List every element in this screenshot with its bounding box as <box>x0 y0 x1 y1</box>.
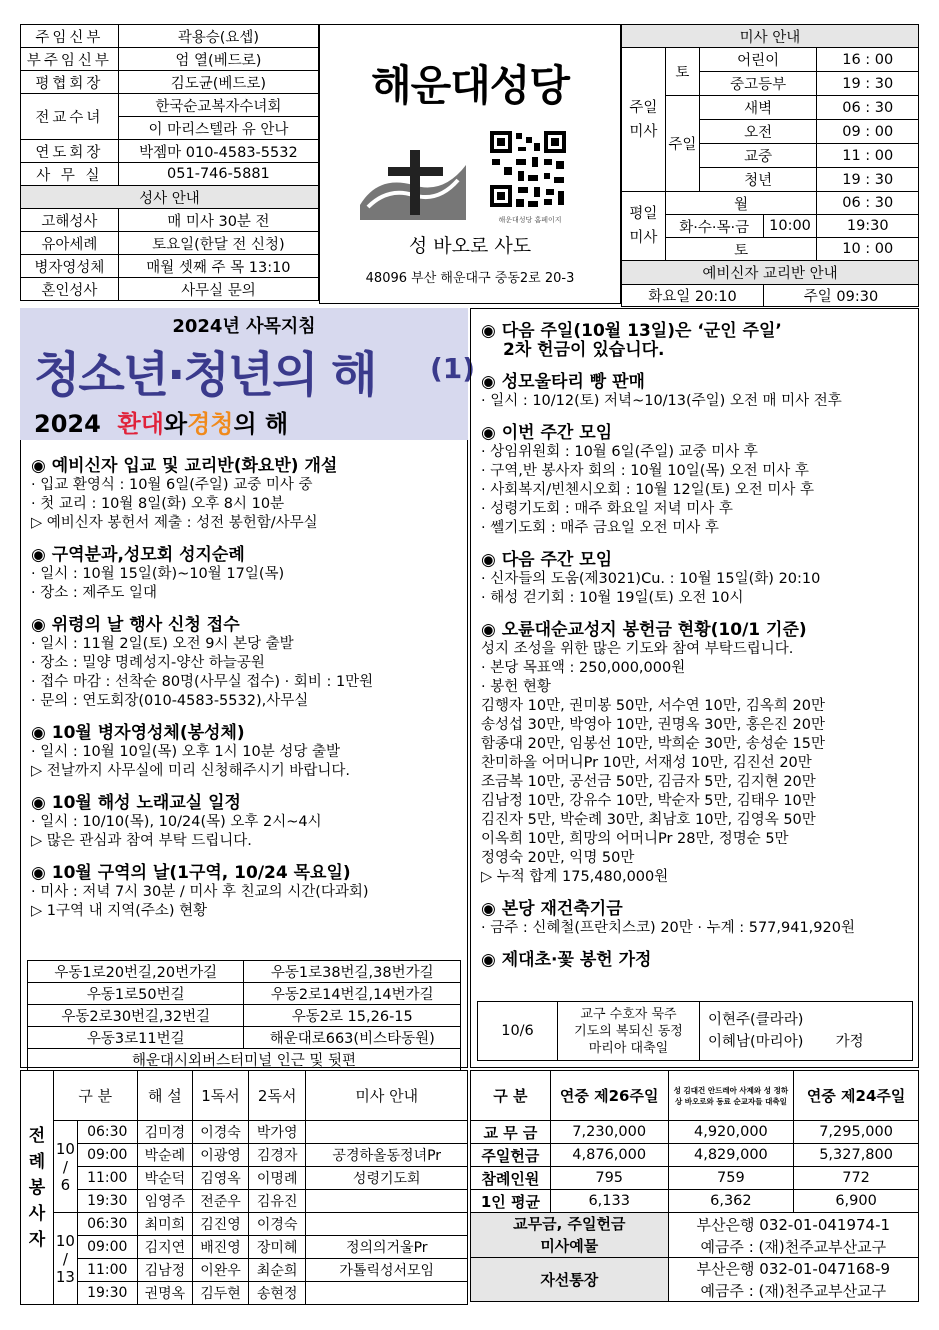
church-title: 해운대성당 <box>371 61 569 110</box>
servers-cell: 김경자 <box>248 1144 306 1167</box>
district-cell: 우동3로11번길 <box>28 1027 244 1049</box>
servers-cell: 송현정 <box>248 1282 306 1305</box>
mass-kind: 새벽 <box>699 96 817 120</box>
notice-line: 정영숙 20만, 익명 50만 <box>481 850 635 866</box>
finance-cell: 759 <box>668 1167 794 1190</box>
sacrament-title: 성사 안내 <box>21 186 319 209</box>
servers-cell: 김영옥 <box>193 1167 249 1190</box>
notice-line: · 사회복지/빈첸시오회 : 10월 12일(토) 오전 미사 후 <box>481 482 814 498</box>
mass-kind: 월 <box>665 192 817 215</box>
info-value: 엄 열(베드로) <box>118 48 318 71</box>
notice-line: · 미사 : 저녁 7시 30분 / 미사 후 친교의 시간(다과회) <box>31 884 369 900</box>
finance-cell: 795 <box>550 1167 668 1190</box>
notice-line: 이옥희 10만, 희망의 어머니Pr 28만, 정명순 5만 <box>481 831 789 847</box>
servers-cell: 이경숙 <box>193 1121 249 1144</box>
qr-code-icon <box>488 129 568 209</box>
catechumen-sun: 주일 09:30 <box>764 285 919 307</box>
servers-cell: 박순덕 <box>137 1167 193 1190</box>
finance-cell: 4,920,000 <box>668 1121 794 1144</box>
weekday-mass-label: 평일 미사 <box>622 192 666 261</box>
mass-table <box>621 24 919 285</box>
servers-cell: 09:00 <box>77 1144 137 1167</box>
mass-time: 06 : 30 <box>817 96 919 120</box>
notice-block <box>31 451 457 533</box>
notice-block <box>481 316 908 360</box>
notice-line: · 일시 : 10월 15일(화)~10월 17일(목) <box>31 566 285 582</box>
servers-cell: 박가영 <box>248 1121 306 1144</box>
notice-title: ◉ 10월 해성 노래교실 일정 <box>31 793 241 813</box>
account-holder: 예금주 : (재)천주교부산교구 <box>668 1235 918 1258</box>
sunday-label: 주일 <box>665 96 699 192</box>
notice-line: ▷ 1구역 내 지역(주소) 현황 <box>31 903 208 919</box>
sacrament-value: 매 미사 30분 전 <box>118 209 318 232</box>
mass-time: 10:00 <box>763 215 817 238</box>
servers-cell: 가톨릭성서모임 <box>306 1259 468 1282</box>
servers-header: 해 설 <box>137 1071 193 1121</box>
info-value: 곽용승(요셉) <box>118 25 318 48</box>
info-label: 주임신부 <box>21 25 119 48</box>
notice-title: ◉ 구역분과,성모회 성지순례 <box>31 545 245 565</box>
finance-table <box>470 1070 919 1302</box>
finance-header: 성 김대건 안드레아 사제와 성 정하상 바오로와 동료 순교자들 대축일 <box>668 1071 794 1121</box>
banner-sub: 2024 환대와경청의 해 <box>34 410 289 438</box>
notice-title: ◉ 본당 재건축기금 <box>481 899 623 919</box>
mass-time: 19:30 <box>817 215 919 238</box>
notice-block <box>31 718 457 781</box>
notice-line: 김행자 10만, 권미봉 50만, 서수연 10만, 김옥희 20만 <box>481 698 826 714</box>
mass-kind: 교중 <box>699 144 817 168</box>
district-cell: 해운대시외버스터미널 인근 및 뒷편 <box>28 1049 461 1071</box>
sacrament-label: 고해성사 <box>21 209 119 232</box>
mass-time: 19 : 30 <box>817 168 919 192</box>
banner-main: 청소년·청년의 해 <box>34 347 376 403</box>
sacrament-value: 사무실 문의 <box>118 278 318 301</box>
district-cell: 해운대로663(비스타동원) <box>244 1027 461 1049</box>
notice-line: · 봉헌 현황 <box>481 679 551 695</box>
servers-date: 10 / 13 <box>53 1213 77 1305</box>
info-value: 김도균(베드로) <box>118 71 318 94</box>
finance-cell: 772 <box>794 1167 919 1190</box>
finance-cell: 6,362 <box>668 1190 794 1213</box>
finance-cell: 6,133 <box>550 1190 668 1213</box>
church-address: 48096 부산 해운대구 중동2로 20-3 <box>365 271 575 286</box>
servers-cell <box>306 1190 468 1213</box>
info-label: 연도회장 <box>21 140 119 163</box>
notice-line: · 성령기도회 : 매주 화요일 저녁 미사 후 <box>481 501 733 517</box>
notice-line: · 장소 : 밀양 명례성지-양산 하늘공원 <box>31 655 265 671</box>
servers-header: 구 분 <box>53 1071 137 1121</box>
servers-cell: 전준우 <box>193 1190 249 1213</box>
notice-line: ▷ 전날까지 사무실에 미리 신청해주시기 바랍니다. <box>31 763 350 779</box>
servers-header: 1독서 <box>193 1071 249 1121</box>
account-number: 부산은행 032-01-041974-1 <box>668 1213 918 1236</box>
notice-line: 조금복 10만, 공선금 50만, 김금자 5만, 김지현 20만 <box>481 774 816 790</box>
servers-header: 미사 안내 <box>306 1071 468 1121</box>
notice-line: ▷ 예비신자 봉헌서 제출 : 성전 봉헌함/사무실 <box>31 515 318 531</box>
mass-kind: 중고등부 <box>699 72 817 96</box>
finance-cell: 5,327,800 <box>794 1144 919 1167</box>
notice-block <box>481 545 908 608</box>
notice-title: ◉ 10월 구역의 날(1구역, 10/24 목요일) <box>31 863 351 883</box>
notice-line: 김남정 10만, 강유수 10만, 박순자 5만, 김태우 10만 <box>481 793 816 809</box>
servers-date: 10 / 6 <box>53 1121 77 1213</box>
account-label: 자선통장 <box>471 1258 669 1302</box>
servers-cell: 김남정 <box>137 1259 193 1282</box>
qr-caption: 해운대성당 홈페이지 <box>498 216 562 224</box>
mass-time: 09 : 00 <box>817 120 919 144</box>
notice-block <box>31 788 457 851</box>
header-center <box>319 24 621 304</box>
altar-names: 이현주(클라라) 이혜남(마리아) 가정 <box>700 1002 913 1061</box>
sacrament-label: 병자영성체 <box>21 255 119 278</box>
servers-cell: 06:30 <box>77 1213 137 1236</box>
sacrament-label: 혼인성사 <box>21 278 119 301</box>
banner-num: (1) <box>430 352 476 385</box>
finance-header: 구 분 <box>471 1071 551 1121</box>
notice-line: 성지 조성을 위한 많은 기도와 참여 부탁드립니다. <box>481 641 794 657</box>
district-cell: 우동2로30번길,32번길 <box>28 1005 244 1027</box>
notice-line: 찬미하올 어머니Pr 10만, 서재성 10만, 김진선 20만 <box>481 755 812 771</box>
district-cell: 우동1로50번길 <box>28 983 244 1005</box>
patron-saint: 성 바오로 사도 <box>408 235 532 257</box>
info-value: 051-746-5881 <box>118 163 318 186</box>
notice-block <box>31 858 457 921</box>
sacrament-value: 매월 셋째 주 목 13:10 <box>118 255 318 278</box>
info-value: 박젬마 010-4583-5532 <box>118 140 318 163</box>
notice-block <box>481 367 908 411</box>
servers-cell: 김유진 <box>248 1190 306 1213</box>
notice-line: · 접수 마감 : 선착순 80명(사무실 접수) · 회비 : 1만원 <box>31 674 374 690</box>
info-label: 사 무 실 <box>21 163 119 186</box>
notice-line: 2차 헌금이 있습니다. <box>503 340 665 360</box>
servers-cell: 19:30 <box>77 1282 137 1305</box>
servers-cell: 11:00 <box>77 1167 137 1190</box>
notice-line: · 장소 : 제주도 일대 <box>31 585 157 601</box>
info-label: 평협회장 <box>21 71 119 94</box>
notice-block <box>481 894 908 938</box>
sunday-mass-label: 주일 미사 <box>622 48 666 192</box>
servers-cell: 성령기도회 <box>306 1167 468 1190</box>
servers-cell: 19:30 <box>77 1190 137 1213</box>
info-value: 이 마리스텔라 유 안나 <box>118 117 318 140</box>
altar-table <box>477 1001 913 1061</box>
servers-cell: 이완우 <box>193 1259 249 1282</box>
notice-block <box>31 540 457 603</box>
notice-line: ▷ 많은 관심과 참여 부탁 드립니다. <box>31 833 252 849</box>
servers-cell: 공경하올동정녀Pr <box>306 1144 468 1167</box>
notice-title: ◉ 성모울타리 빵 판매 <box>481 372 645 392</box>
mass-time: 06 : 30 <box>817 192 919 215</box>
mass-kind: 화·수·목·금 <box>665 215 763 238</box>
notice-block <box>31 610 457 711</box>
info-table <box>20 24 319 301</box>
servers-cell: 최미희 <box>137 1213 193 1236</box>
notice-line: · 금주 : 신혜철(프란치스코) 20만 · 누계 : 577,941,920원 <box>481 920 855 936</box>
servers-cell: 김지연 <box>137 1236 193 1259</box>
finance-cell: 참례인원 <box>471 1167 551 1190</box>
info-label: 부주임신부 <box>21 48 119 71</box>
pastoral-banner <box>20 308 476 440</box>
account-label: 교무금, 주일헌금 미사예물 <box>471 1213 669 1258</box>
servers-cell: 11:00 <box>77 1259 137 1282</box>
right-notices <box>470 308 919 1068</box>
district-cell: 우동2로 15,26-15 <box>244 1005 461 1027</box>
notice-title: ◉ 제대초·꽃 봉헌 가정 <box>481 950 652 970</box>
servers-cell: 배진영 <box>193 1236 249 1259</box>
mass-time: 19 : 30 <box>817 72 919 96</box>
notice-line: 송성섭 30만, 박영아 10만, 권명옥 30만, 홍은진 20만 <box>481 717 826 733</box>
servers-cell: 권명옥 <box>137 1282 193 1305</box>
finance-cell: 주일헌금 <box>471 1144 551 1167</box>
notice-title: ◉ 오륜대순교성지 봉헌금 현황(10/1 기준) <box>481 620 807 640</box>
account-holder: 예금주 : (재)천주교부산교구 <box>668 1280 918 1302</box>
notice-title: ◉ 이번 주간 모임 <box>481 423 613 443</box>
servers-cell: 박순례 <box>137 1144 193 1167</box>
mass-kind: 어린이 <box>699 48 817 72</box>
servers-cell: 김두현 <box>193 1282 249 1305</box>
mass-kind: 오전 <box>699 120 817 144</box>
district-table <box>27 960 461 1071</box>
district-cell: 우동1로38번길,38번가길 <box>244 961 461 983</box>
catechumen-tue: 화요일 20:10 <box>622 285 764 307</box>
notice-line: · 해성 걷기회 : 10월 19일(토) 오전 10시 <box>481 590 744 606</box>
servers-cell: 09:00 <box>77 1236 137 1259</box>
mass-kind: 청년 <box>699 168 817 192</box>
notice-line: · 상임위원회 : 10월 6일(주일) 교중 미사 후 <box>481 444 758 460</box>
notice-title: ◉ 10월 병자영성체(봉성체) <box>31 723 245 743</box>
district-cell: 우동1로20번길,20번가길 <box>28 961 244 983</box>
servers-cell: 이광영 <box>193 1144 249 1167</box>
servers-cell: 김미경 <box>137 1121 193 1144</box>
notice-line: 함종대 20만, 임봉선 10만, 박희순 30만, 송성순 15만 <box>481 736 826 752</box>
notice-line: · 신자들의 도움(제3021)Cu. : 10월 15일(화) 20:10 <box>481 571 821 587</box>
servers-cell <box>306 1213 468 1236</box>
mass-time: 16 : 00 <box>817 48 919 72</box>
finance-header: 연중 제26주일 <box>550 1071 668 1121</box>
notice-title: ◉ 위령의 날 행사 신청 접수 <box>31 615 240 635</box>
notice-line: · 구역,반 봉사자 회의 : 10월 10일(목) 오전 미사 후 <box>481 463 809 479</box>
notice-line: · 입교 환영식 : 10월 6일(주일) 교중 미사 중 <box>31 477 313 493</box>
servers-cell: 김진영 <box>193 1213 249 1236</box>
notice-line: · 일시 : 11월 2일(토) 오전 9시 본당 출발 <box>31 636 294 652</box>
finance-cell: 1인 평균 <box>471 1190 551 1213</box>
finance-header: 연중 제24주일 <box>794 1071 919 1121</box>
info-label: 전교수녀 <box>21 94 119 140</box>
notice-line: · 일시 : 10/10(목), 10/24(목) 오후 2시~4시 <box>31 814 322 830</box>
sacrament-value: 토요일(한달 전 신청) <box>118 232 318 255</box>
account-number: 부산은행 032-01-047168-9 <box>668 1258 918 1280</box>
mass-title: 미사 안내 <box>622 25 919 48</box>
notice-line: · 첫 교리 : 10월 8일(화) 오후 8시 10분 <box>31 496 285 512</box>
finance-cell: 7,295,000 <box>794 1121 919 1144</box>
finance-cell: 교 무 금 <box>471 1121 551 1144</box>
notice-block <box>481 945 908 970</box>
notice-line: · 문의 : 연도회장(010-4583-5532),사무실 <box>31 693 309 709</box>
servers-cell: 06:30 <box>77 1121 137 1144</box>
altar-date: 10/6 <box>478 1002 558 1061</box>
notice-block <box>481 615 908 887</box>
catechumen-table <box>621 284 919 307</box>
church-logo-icon <box>358 145 468 225</box>
banner-top: 2024년 사목지침 <box>172 316 316 337</box>
notice-title: ◉ 다음 주간 모임 <box>481 550 613 570</box>
servers-header: 2독서 <box>248 1071 306 1121</box>
notice-line: · 일시 : 10/12(토) 저녁~10/13(주일) 오전 매 미사 전후 <box>481 393 842 409</box>
notice-line: 김진자 5만, 박순례 30만, 최남호 10만, 김영옥 50만 <box>481 812 816 828</box>
notice-line: · 일시 : 10월 10일(목) 오후 1시 10분 성당 출발 <box>31 744 340 760</box>
servers-side-label: 전례봉사자 <box>21 1071 54 1305</box>
servers-cell: 최순희 <box>248 1259 306 1282</box>
servers-cell: 이명례 <box>248 1167 306 1190</box>
mass-time: 10 : 00 <box>817 238 919 261</box>
servers-cell: 이경숙 <box>248 1213 306 1236</box>
servers-cell <box>306 1121 468 1144</box>
left-notices <box>20 440 468 1068</box>
servers-cell <box>306 1282 468 1305</box>
servers-cell: 정의의거울Pr <box>306 1236 468 1259</box>
notice-line: ▷ 누적 합계 175,480,000원 <box>481 869 669 885</box>
info-value: 한국순교복자수녀회 <box>118 94 318 117</box>
altar-desc: 교구 수호자 묵주 기도의 복되신 동정 마리아 대축일 <box>558 1002 700 1061</box>
notice-line: · 본당 목표액 : 250,000,000원 <box>481 660 686 676</box>
notice-title: ◉ 예비신자 입교 및 교리반(화요반) 개설 <box>31 456 338 476</box>
servers-cell: 장미혜 <box>248 1236 306 1259</box>
mass-time: 11 : 00 <box>817 144 919 168</box>
servers-cell: 임영주 <box>137 1190 193 1213</box>
sacrament-label: 유아세례 <box>21 232 119 255</box>
finance-cell: 6,900 <box>794 1190 919 1213</box>
finance-cell: 4,876,000 <box>550 1144 668 1167</box>
servers-table <box>20 1070 468 1305</box>
catechumen-title: 예비신자 교리반 안내 <box>622 261 919 285</box>
notice-block <box>481 418 908 538</box>
notice-title: ◉ 다음 주일(10월 13일)은 ‘군인 주일’ <box>481 321 782 341</box>
mass-kind: 토 <box>665 238 817 261</box>
district-cell: 우동2로14번길,14번가길 <box>244 983 461 1005</box>
saturday-label: 토 <box>665 48 699 96</box>
finance-cell: 7,230,000 <box>550 1121 668 1144</box>
finance-cell: 4,829,000 <box>668 1144 794 1167</box>
notice-line: · 쎌기도회 : 매주 금요일 오전 미사 후 <box>481 520 719 536</box>
